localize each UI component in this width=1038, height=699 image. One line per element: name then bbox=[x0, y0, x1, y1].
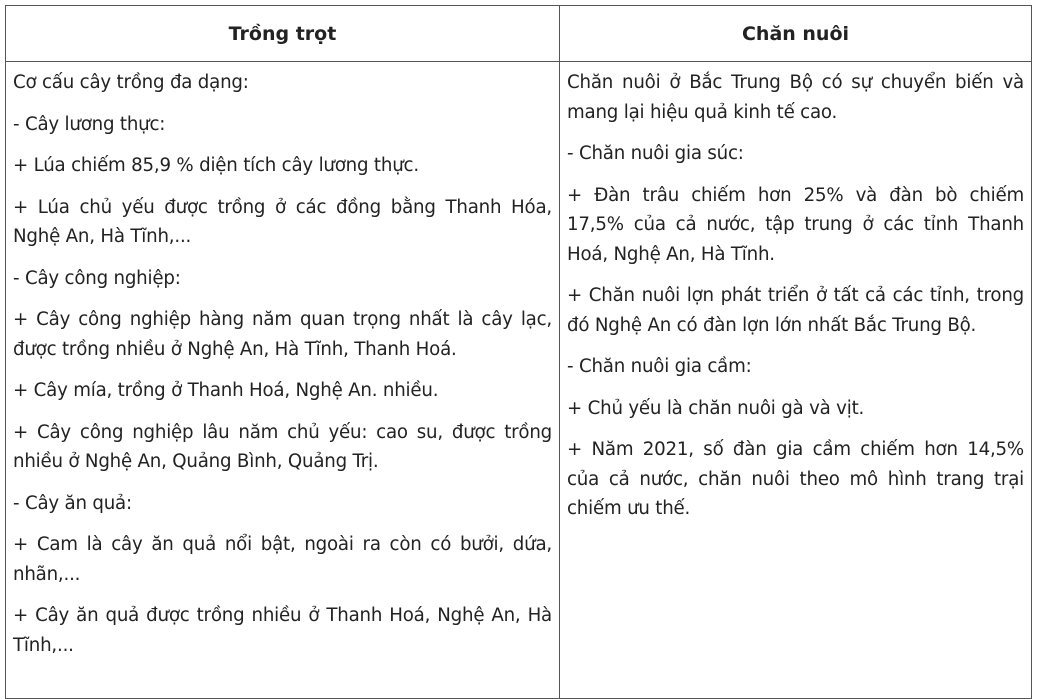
paragraph: Cơ cấu cây trồng đa dạng: bbox=[13, 72, 249, 93]
paragraph: + Chăn nuôi lợn phát triển ở tất cả các tỉnh, trong đó Nghệ An có đàn lợn lớn nhất Bắc Trung Bộ. bbox=[567, 285, 1024, 336]
table-row bbox=[6, 62, 1032, 699]
paragraph: - Cây lương thực: bbox=[13, 113, 166, 135]
agriculture-table bbox=[5, 5, 1032, 699]
paragraph: + Cây ăn quả được trồng nhiều ở Thanh Hoá, Nghệ An, Hà Tĩnh,... bbox=[13, 605, 552, 656]
cell-trong-trot bbox=[6, 62, 560, 699]
paragraph: + Chủ yếu là chăn nuôi gà và vịt. bbox=[567, 397, 865, 419]
paragraph: - Chăn nuôi gia súc: bbox=[567, 143, 744, 164]
paragraph: + Cây công nghiệp hàng năm quan trọng nhất là cây lạc, được trồng nhiều ở Nghệ An, Hà Tĩnh, Thanh Hoá. bbox=[13, 309, 552, 360]
cell-chan-nuoi bbox=[560, 62, 1032, 699]
paragraph: + Đàn trâu chiếm hơn 25% và đàn bò chiếm 17,5% của cả nước, tập trung ở các tỉnh Thanh Hoá, Nghệ An, Hà Tĩnh. bbox=[567, 184, 1024, 265]
paragraph: - Cây công nghiệp: bbox=[13, 267, 181, 289]
paragraph: + Cây công nghiệp lâu năm chủ yếu: cao su, được trồng nhiều ở Nghệ An, Quảng Bình, Quảng Trị. bbox=[13, 421, 552, 472]
paragraph: + Lúa chiếm 85,9 % diện tích cây lương thực. bbox=[13, 155, 419, 176]
paragraph: - Cây ăn quả: bbox=[13, 492, 132, 514]
paragraph: + Lúa chủ yếu được trồng ở các đồng bằng Thanh Hóa, Nghệ An, Hà Tĩnh,... bbox=[13, 196, 552, 247]
paragraph: + Năm 2021, số đàn gia cầm chiếm hơn 14,5% của cả nước, chăn nuôi theo mô hình trang trại chiếm ưu thế. bbox=[567, 439, 1024, 519]
header-trong-trot: Trồng trọt bbox=[6, 6, 560, 62]
table-header-row bbox=[6, 6, 1032, 62]
paragraph: - Chăn nuôi gia cầm: bbox=[567, 356, 752, 377]
header-chan-nuoi: Chăn nuôi bbox=[560, 6, 1032, 62]
paragraph: + Cây mía, trồng ở Thanh Hoá, Nghệ An. nhiều. bbox=[13, 380, 439, 401]
paragraph: Chăn nuôi ở Bắc Trung Bộ có sự chuyển biến và mang lại hiệu quả kinh tế cao. bbox=[567, 72, 1024, 123]
paragraph: + Cam là cây ăn quả nổi bật, ngoài ra còn có bưởi, dứa, nhãn,... bbox=[13, 534, 552, 585]
